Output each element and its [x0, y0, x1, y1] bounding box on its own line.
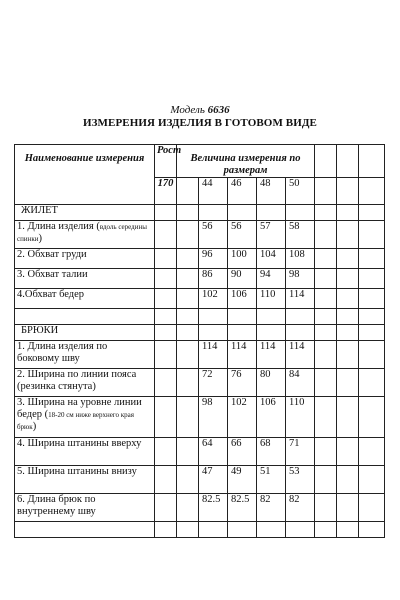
- measurement-value: 66: [228, 438, 257, 466]
- empty-cell: [177, 494, 199, 522]
- empty-cell: [359, 221, 385, 249]
- empty-cell: [155, 249, 177, 269]
- measurement-value: 98: [199, 397, 228, 438]
- empty-cell: [359, 369, 385, 397]
- measurement-value: 106: [257, 397, 286, 438]
- empty-cell: [315, 178, 337, 205]
- measurement-value: 84: [286, 369, 315, 397]
- measurement-value: 104: [257, 249, 286, 269]
- empty-cell: [177, 369, 199, 397]
- empty-cell: [315, 369, 337, 397]
- empty-cell: [228, 522, 257, 538]
- empty-cell: [315, 397, 337, 438]
- empty-cell: [359, 397, 385, 438]
- empty-cell: [337, 494, 359, 522]
- empty-cell: [177, 249, 199, 269]
- measurement-value: 49: [228, 466, 257, 494]
- empty-cell: [177, 397, 199, 438]
- column-height-header: Рост: [155, 145, 177, 178]
- empty-cell: [257, 205, 286, 221]
- measurement-label: 1. Длина изделия по боковому шву: [17, 341, 108, 364]
- measurement-label: 2. Ширина по линии пояса (резинка стянута): [17, 369, 137, 392]
- height-value: 170: [155, 178, 177, 205]
- blank-row: [15, 522, 385, 538]
- measurement-value: 57: [257, 221, 286, 249]
- measurement-value: 102: [228, 397, 257, 438]
- empty-cell: [155, 522, 177, 538]
- measurement-label: 5. Ширина штанины внизу: [17, 466, 137, 477]
- measurement-tail: ): [38, 233, 42, 244]
- measurement-value: 72: [199, 369, 228, 397]
- measurement-name: [15, 438, 155, 466]
- measurement-row: [15, 269, 385, 289]
- measurement-value: 90: [228, 269, 257, 289]
- model-line: [0, 104, 400, 116]
- measurement-value: 82: [286, 494, 315, 522]
- empty-cell: [315, 494, 337, 522]
- empty-cell: [199, 205, 228, 221]
- empty-cell: [155, 438, 177, 466]
- empty-cell: [177, 205, 199, 221]
- title-block: [0, 104, 400, 129]
- empty-cell: [315, 466, 337, 494]
- empty-cell: [337, 249, 359, 269]
- measurement-name: [15, 221, 155, 249]
- empty-cell: [286, 325, 315, 341]
- measurement-name: [15, 289, 155, 309]
- measurement-row: [15, 397, 385, 438]
- empty-cell: [177, 221, 199, 249]
- measurement-value: 114: [286, 341, 315, 369]
- measurement-value: 114: [286, 289, 315, 309]
- empty-cell: [228, 205, 257, 221]
- empty-cell: [337, 309, 359, 325]
- measurement-value: 100: [228, 249, 257, 269]
- size-44: 44: [199, 178, 228, 205]
- empty-cell: [315, 522, 337, 538]
- measurement-name: [15, 269, 155, 289]
- empty-cell: [15, 309, 155, 325]
- empty-cell: [337, 341, 359, 369]
- measurement-label: 3. Ширина на уровне линии бедер (: [17, 397, 142, 420]
- empty-cell: [337, 178, 359, 205]
- section-title: БРЮКИ: [15, 325, 155, 341]
- empty-cell: [155, 309, 177, 325]
- empty-cell: [337, 289, 359, 309]
- header-row: [15, 145, 385, 178]
- empty-cell: [228, 309, 257, 325]
- empty-cell: [286, 522, 315, 538]
- measurement-value: 47: [199, 466, 228, 494]
- measurement-row: [15, 249, 385, 269]
- empty-cell: [177, 289, 199, 309]
- empty-cell: [359, 466, 385, 494]
- measurement-value: 71: [286, 438, 315, 466]
- measurement-label: 3. Обхват талии: [17, 269, 88, 280]
- measurement-label: 2. Обхват груди: [17, 249, 87, 260]
- size-48: 48: [257, 178, 286, 205]
- measurement-tail: ): [32, 421, 37, 432]
- measurement-label: 6. Длина брюк по внутреннему шву: [17, 494, 96, 517]
- size-46: 46: [228, 178, 257, 205]
- measurement-note: вдоль середины спинки: [17, 223, 147, 243]
- measurement-row: [15, 438, 385, 466]
- empty-cell: [155, 341, 177, 369]
- column-name-header: Наименование измерения: [15, 145, 155, 205]
- empty-cell: [155, 494, 177, 522]
- empty-cell: [359, 145, 385, 178]
- empty-cell: [177, 309, 199, 325]
- measurement-value: 114: [199, 341, 228, 369]
- measurement-value: 82.5: [228, 494, 257, 522]
- measurement-label: 4.Обхват бедер: [17, 289, 85, 300]
- empty-cell: [177, 269, 199, 289]
- measurement-name: [15, 341, 155, 369]
- size-50: 50: [286, 178, 315, 205]
- empty-cell: [155, 397, 177, 438]
- empty-cell: [199, 522, 228, 538]
- section-title: ЖИЛЕТ: [15, 205, 155, 221]
- measurement-note: 18-20 см ниже верхнего края брюк: [17, 411, 134, 431]
- empty-cell: [359, 325, 385, 341]
- measurement-row: [15, 369, 385, 397]
- empty-cell: [177, 466, 199, 494]
- measurement-name: [15, 397, 155, 438]
- empty-cell: [359, 494, 385, 522]
- empty-cell: [359, 178, 385, 205]
- measurement-value: 94: [257, 269, 286, 289]
- empty-cell: [359, 205, 385, 221]
- empty-cell: [155, 466, 177, 494]
- empty-cell: [359, 341, 385, 369]
- empty-cell: [155, 221, 177, 249]
- empty-cell: [155, 289, 177, 309]
- empty-cell: [177, 438, 199, 466]
- measurement-name: [15, 494, 155, 522]
- measurement-value: 64: [199, 438, 228, 466]
- empty-cell: [257, 522, 286, 538]
- measurement-value: 96: [199, 249, 228, 269]
- empty-cell: [315, 438, 337, 466]
- measurement-value: 56: [199, 221, 228, 249]
- measurement-value: 110: [257, 289, 286, 309]
- measurement-value: 53: [286, 466, 315, 494]
- empty-cell: [177, 325, 199, 341]
- blank-row: [15, 309, 385, 325]
- empty-cell: [155, 325, 177, 341]
- column-sizes-header: Величина измерения по размерам: [177, 145, 315, 178]
- empty-cell: [177, 341, 199, 369]
- measurement-label: 4. Ширина штанины вверху: [17, 438, 142, 449]
- measurement-value: 114: [228, 341, 257, 369]
- empty-cell: [359, 289, 385, 309]
- empty-cell: [286, 309, 315, 325]
- empty-cell: [359, 269, 385, 289]
- empty-cell: [315, 289, 337, 309]
- empty-cell: [337, 397, 359, 438]
- empty-cell: [359, 438, 385, 466]
- measurement-value: 51: [257, 466, 286, 494]
- empty-cell: [315, 145, 337, 178]
- measurement-value: 58: [286, 221, 315, 249]
- empty-cell: [199, 309, 228, 325]
- measurement-row: [15, 289, 385, 309]
- empty-cell: [315, 249, 337, 269]
- empty-cell: [315, 325, 337, 341]
- empty-cell: [257, 309, 286, 325]
- empty-cell: [315, 309, 337, 325]
- measurement-value: 76: [228, 369, 257, 397]
- empty-cell: [315, 269, 337, 289]
- measurement-value: 82.5: [199, 494, 228, 522]
- empty-cell: [315, 205, 337, 221]
- measurement-value: 98: [286, 269, 315, 289]
- empty-cell: [228, 325, 257, 341]
- empty-cell: [155, 369, 177, 397]
- measurement-value: 80: [257, 369, 286, 397]
- measurement-row: [15, 466, 385, 494]
- measurement-row: [15, 494, 385, 522]
- empty-cell: [257, 325, 286, 341]
- measurements-table: [14, 144, 385, 538]
- empty-cell: [177, 178, 199, 205]
- measurement-row: [15, 341, 385, 369]
- empty-cell: [315, 341, 337, 369]
- empty-cell: [286, 205, 315, 221]
- model-number: 6636: [207, 104, 230, 116]
- measurement-value: 86: [199, 269, 228, 289]
- measurement-value: 68: [257, 438, 286, 466]
- measurement-value: 114: [257, 341, 286, 369]
- empty-cell: [337, 269, 359, 289]
- empty-cell: [337, 369, 359, 397]
- empty-cell: [155, 205, 177, 221]
- empty-cell: [359, 249, 385, 269]
- measurement-name: [15, 466, 155, 494]
- empty-cell: [337, 438, 359, 466]
- empty-cell: [15, 522, 155, 538]
- empty-cell: [337, 325, 359, 341]
- measurement-value: 110: [286, 397, 315, 438]
- measurement-value: 106: [228, 289, 257, 309]
- empty-cell: [199, 325, 228, 341]
- empty-cell: [359, 309, 385, 325]
- empty-cell: [315, 221, 337, 249]
- measurement-value: 82: [257, 494, 286, 522]
- measurement-label: 1. Длина изделия (: [17, 221, 100, 232]
- empty-cell: [337, 145, 359, 178]
- empty-cell: [337, 522, 359, 538]
- empty-cell: [337, 466, 359, 494]
- model-label: Модель: [170, 104, 205, 116]
- measurement-value: 56: [228, 221, 257, 249]
- empty-cell: [337, 205, 359, 221]
- measurement-name: [15, 369, 155, 397]
- measurement-value: 102: [199, 289, 228, 309]
- empty-cell: [155, 269, 177, 289]
- document-title: ИЗМЕРЕНИЯ ИЗДЕЛИЯ В ГОТОВОМ ВИДЕ: [83, 117, 317, 129]
- empty-cell: [337, 221, 359, 249]
- empty-cell: [359, 522, 385, 538]
- empty-cell: [177, 522, 199, 538]
- measurement-row: [15, 221, 385, 249]
- measurement-name: [15, 249, 155, 269]
- measurement-value: 108: [286, 249, 315, 269]
- section-title-row: [15, 325, 385, 341]
- section-title-row: [15, 205, 385, 221]
